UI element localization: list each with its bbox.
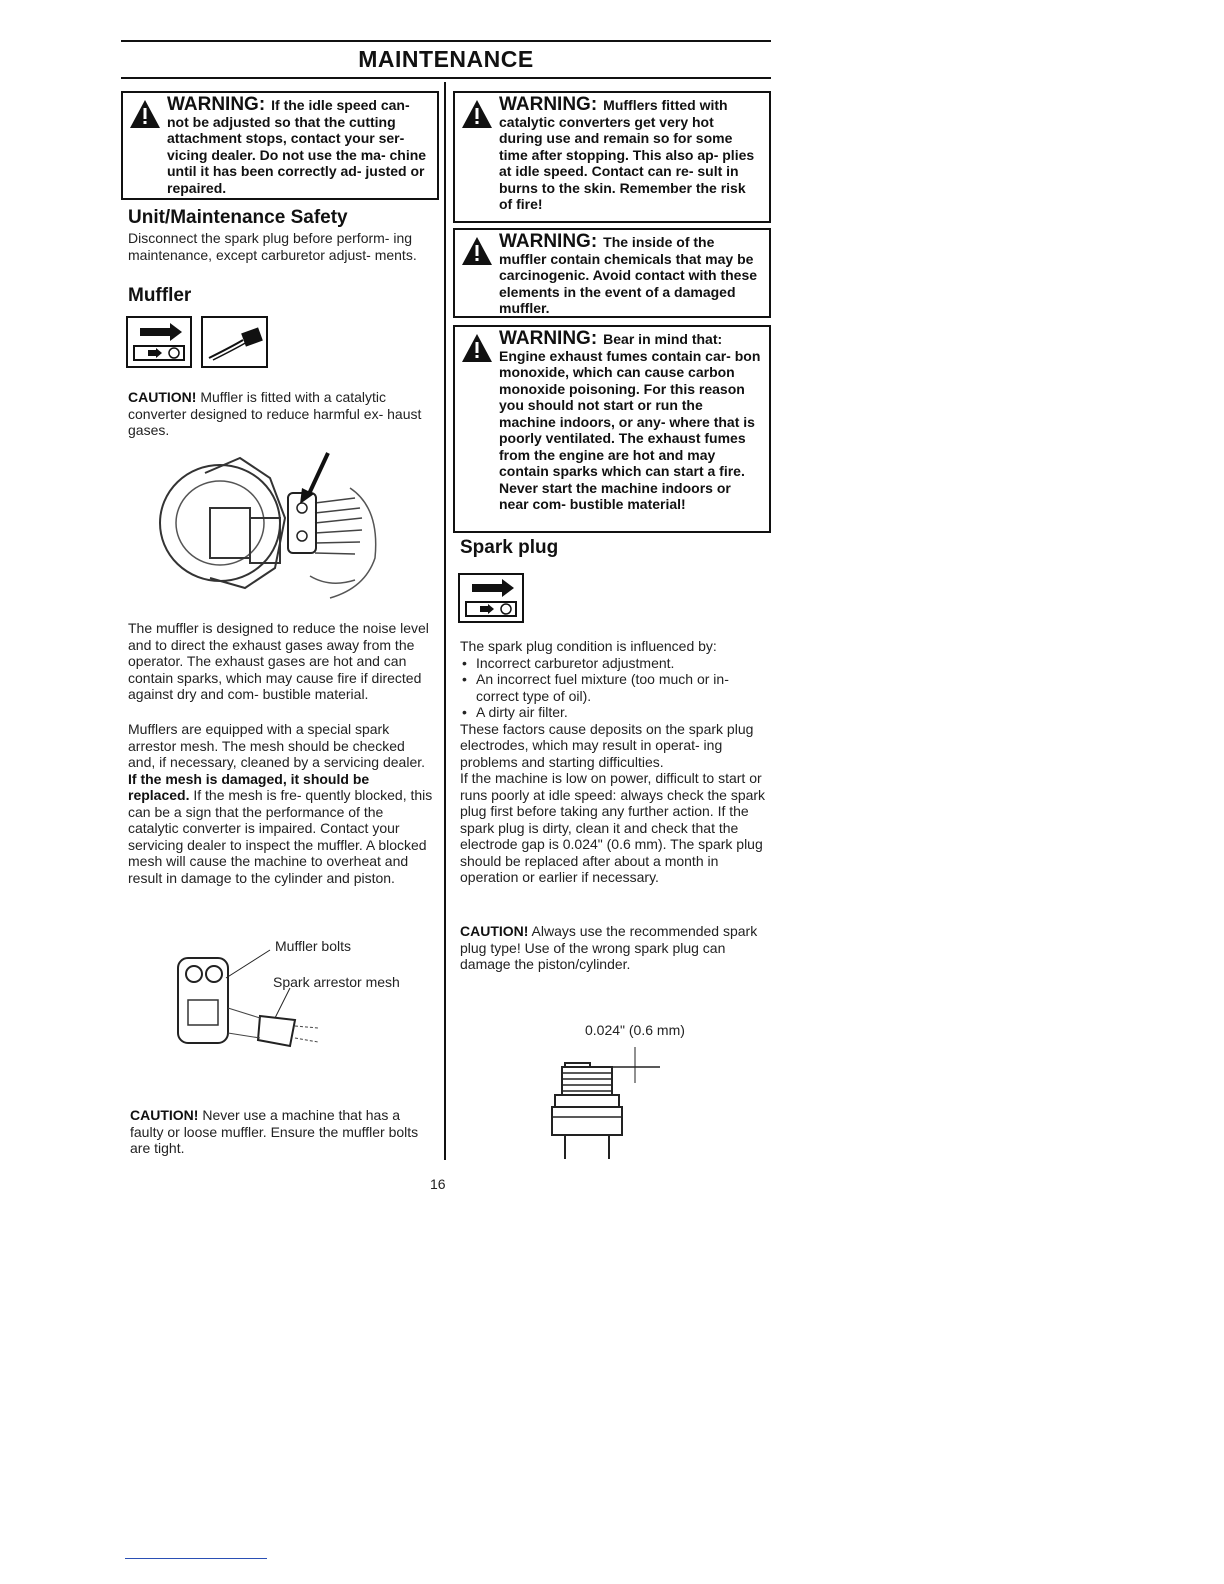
muffler-para2: [128, 721, 433, 886]
page-number: 16: [430, 1176, 446, 1192]
label-spark-arrestor-mesh: Spark arrestor mesh: [273, 974, 400, 990]
list-item: • Incorrect carburetor adjustment.: [472, 655, 768, 672]
engine-illustration: [150, 448, 390, 613]
muffler-bolts-diagram: [170, 938, 330, 1068]
wire-brush-symbol: [201, 316, 268, 368]
caution-spark-plug-type: [460, 923, 765, 973]
list-item: • An incorrect fuel mixture (too much or in- correct type of oil).: [472, 671, 768, 704]
muffler-para2-b: If the mesh is fre- quently blocked, this can be a sign that the performance of the catalytic converter is impaired. Contact your servicing dealer to inspect the muffler. A blocked mesh will cause the machine to overheat and result in damage to the cylinder and piston.: [128, 787, 433, 886]
muffler-para2-a: Mufflers are equipped with a special spark arrestor mesh. The mesh should be checked and, if necessary, cleaned by a servicing dealer.: [128, 721, 426, 770]
caution-text: Muffler is fitted with a catalytic converter designed to reduce harmful ex- haust gases.: [128, 389, 422, 438]
electrode-gap-label: 0.024" (0.6 mm): [585, 1022, 685, 1038]
warning-body: Bear in mind that: Engine exhaust fumes contain car- bon monoxide, which can cause carbon monoxide poisoning. For this reason you should not start or run the machine indoors, or any- where that is poorly ventilated. The exhaust fumes from the engine are hot and may contain sparks which can start a fire. Never start the machine indoors or near com- bustible material!: [499, 331, 761, 512]
warning-body: If the idle speed can- not be adjusted so that the cutting attachment stops, contact your ser- vicing dealer. Do not use the ma- chine until it has been correctly ad- justed or repaired.: [167, 97, 427, 196]
spark-plug-text: [460, 638, 768, 886]
caution2-text: Never use a machine that has a faulty or loose muffler. Ensure the muffler bolts are tight.: [130, 1107, 419, 1156]
warning-triangle-icon: [461, 99, 493, 129]
warning-text: [499, 328, 761, 513]
caution2-label: CAUTION!: [130, 1107, 199, 1123]
page-title: MAINTENANCE: [358, 46, 534, 72]
spark-intro: The spark plug condition is influenced by:: [460, 638, 717, 654]
caution-catalytic: [128, 389, 428, 439]
list-item: • A dirty air filter.: [472, 704, 768, 721]
warning-exhaust-fumes: [453, 325, 771, 533]
warning-head: WARNING:: [167, 94, 266, 115]
header-bottom-rule: [121, 77, 771, 79]
warning-text: [499, 94, 761, 213]
spark-plug-diagram: [540, 1045, 670, 1165]
caution-loose-muffler: [130, 1107, 435, 1157]
warning-head: WARNING:: [499, 328, 598, 349]
spark-para2: If the machine is low on power, difficult to start or runs poorly at idle speed: always check the spark plug first before taking any further action. If the spark plug is dirty, clean it and check that the electrode gap is 0.024" (0.6 mm). The spark plug should be replaced after about a month in operation or earlier if necessary.: [460, 770, 766, 885]
arrow-right-icon: [128, 318, 190, 366]
warning-catalytic-hot: [453, 91, 771, 223]
warning-carcinogenic: [453, 228, 771, 318]
safety-heading: Unit/Maintenance Safety: [128, 207, 348, 228]
muffler-heading: Muffler: [128, 285, 192, 306]
warning-text: [499, 231, 761, 317]
warning-text: [167, 94, 429, 196]
caution3-text: Always use the recommended spark plug type! Use of the wrong spark plug can damage the piston/cylinder.: [460, 923, 758, 972]
label-muffler-bolts: Muffler bolts: [275, 938, 351, 954]
brush-icon: [203, 318, 266, 366]
footer-link-line: [125, 1558, 267, 1559]
warning-head: WARNING:: [499, 231, 598, 252]
warning-triangle-icon: [129, 99, 161, 129]
warning-body: The inside of the muffler contain chemicals that may be carcinogenic. Avoid contact with these elements in the event of a damaged muffler.: [499, 234, 758, 316]
warning-triangle-icon: [461, 333, 493, 363]
warning-head: WARNING:: [499, 94, 598, 115]
column-divider: [444, 82, 446, 1160]
service-dealer-symbol: [458, 573, 524, 623]
warning-triangle-icon: [461, 236, 493, 266]
muffler-para1: The muffler is designed to reduce the noise level and to direct the exhaust gases away from the operator. The exhaust gases are hot and can contain sparks, which may cause fire if directed against dry and com- bustible material.: [128, 620, 429, 702]
header-top-rule: [121, 40, 771, 42]
warning-body: Mufflers fitted with catalytic converters get very hot during use and remain so for some time after stopping. This also ap- plies at idle speed. Contact can re- sult in burns to the skin. Remember the risk of fire!: [499, 97, 755, 212]
arrow-right-icon: [460, 575, 522, 621]
muffler-para2-bold: If the mesh is damaged, it should be replaced.: [128, 770, 370, 803]
caution-label: CAUTION!: [128, 389, 197, 405]
spark-bullet-list: [460, 655, 768, 721]
caution3-label: CAUTION!: [460, 923, 529, 939]
warning-idle-speed: [121, 91, 439, 200]
safety-text: Disconnect the spark plug before perform- ing maintenance, except carburetor adjust- ments.: [128, 230, 417, 263]
spark-para1: These factors cause deposits on the spark plug electrodes, which may result in operat- ing problems and starting difficulties.: [460, 720, 754, 770]
service-dealer-symbol: [126, 316, 192, 368]
spark-plug-heading: Spark plug: [460, 537, 559, 558]
